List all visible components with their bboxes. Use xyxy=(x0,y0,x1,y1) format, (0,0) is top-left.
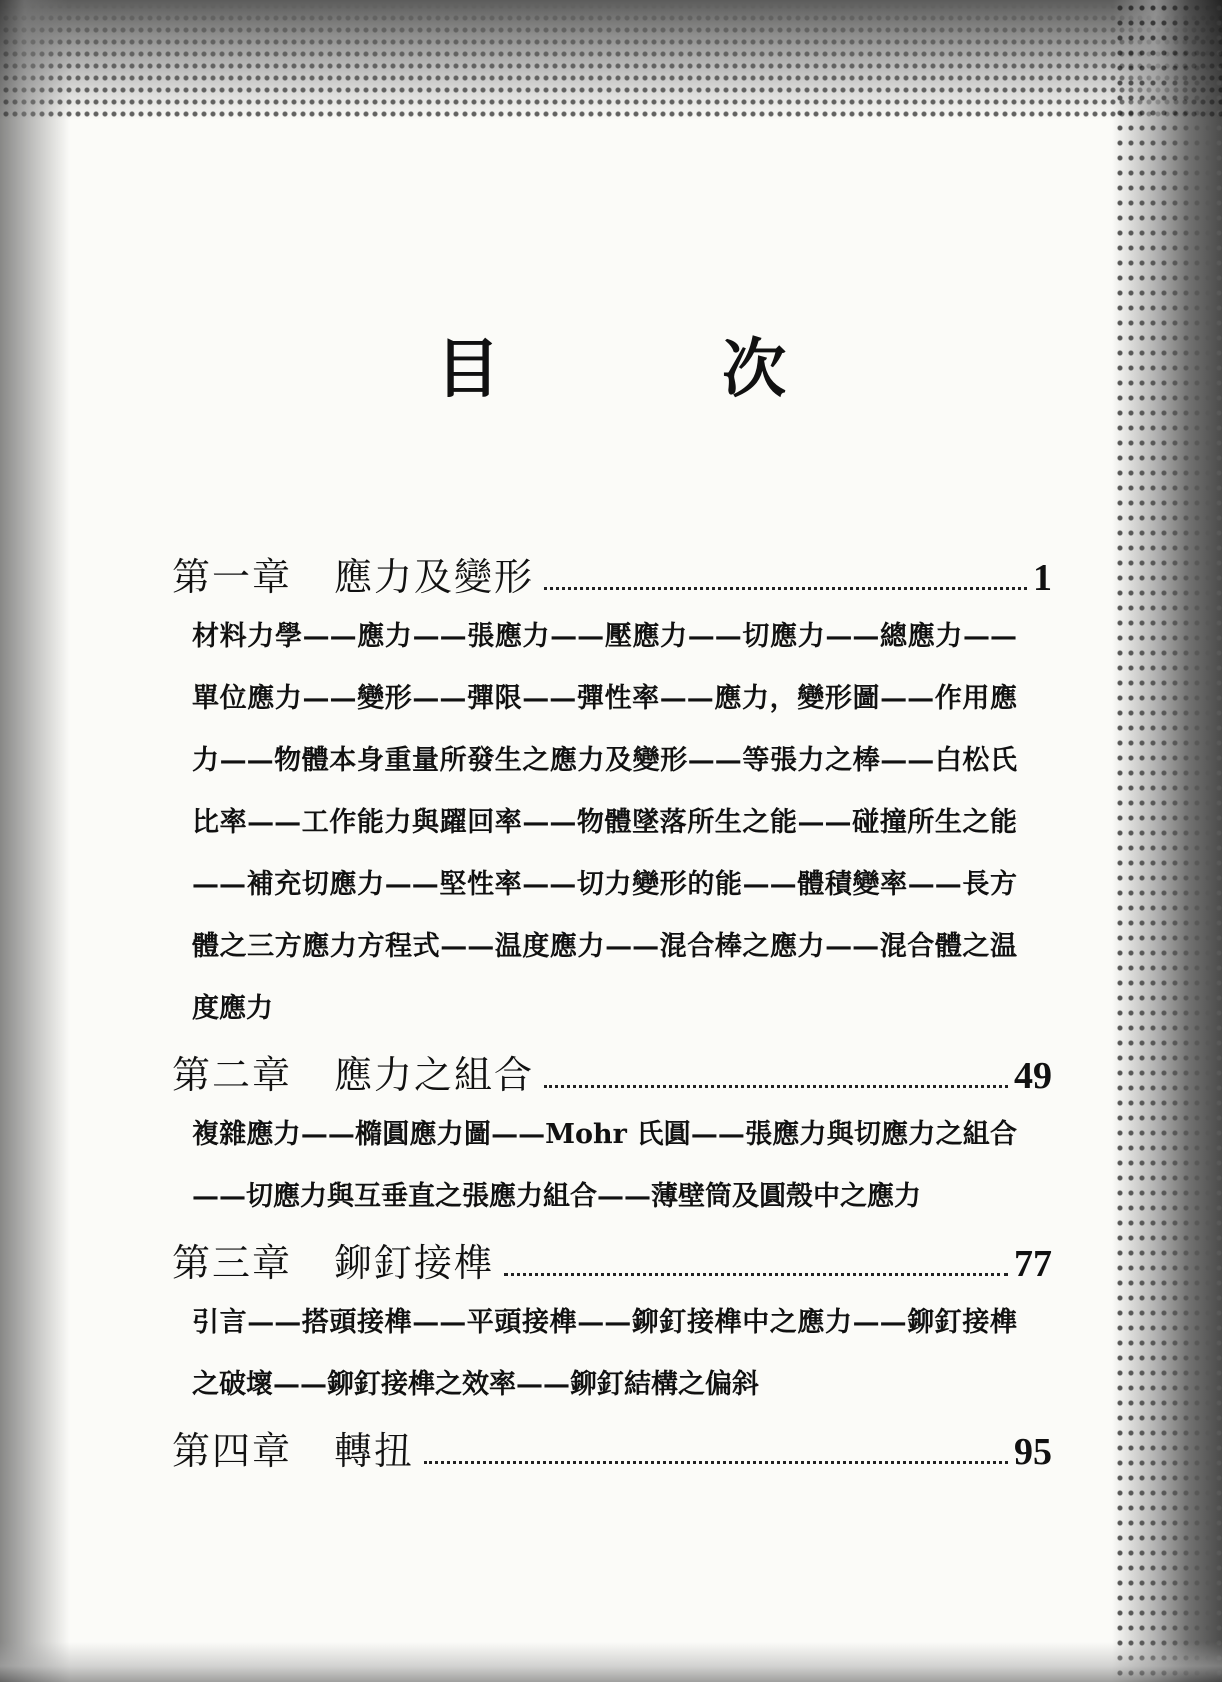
dot-leader xyxy=(544,1085,1008,1088)
scan-shadow-left xyxy=(0,0,70,1682)
chapter-name: 應力之組合 xyxy=(334,1053,535,1097)
chapter-number: 第四章 xyxy=(172,1429,293,1473)
dot-leader xyxy=(424,1461,1008,1464)
chapter-name: 鉚釘接榫 xyxy=(334,1241,495,1285)
chapter-name: 應力及變形 xyxy=(334,555,535,599)
chapter-page-number: 1 xyxy=(1033,557,1052,599)
toc-chapter-4 xyxy=(172,1422,1052,1480)
chapter-number: 第一章 xyxy=(172,555,293,599)
chapter-number: 第二章 xyxy=(172,1053,293,1097)
toc-chapter-1 xyxy=(172,548,1052,606)
chapter-topics: 複雜應力——橢圓應力圖——Mohr 氏圓——張應力與切應力之組合——切應力與互垂直之張應力組合——薄壁筒及圓殼中之應力 xyxy=(192,1119,1017,1212)
scan-shadow-top xyxy=(0,0,1222,120)
scan-shadow-bottom xyxy=(0,1642,1222,1682)
dot-leader xyxy=(544,587,1027,590)
table-of-contents xyxy=(172,548,1052,1480)
chapter-page-number: 49 xyxy=(1014,1055,1052,1097)
chapter-number: 第三章 xyxy=(172,1241,293,1285)
scan-shadow-right xyxy=(1112,0,1222,1682)
chapter-topics: 引言——搭頭接榫——平頭接榫——鉚釘接榫中之應力——鉚釘接榫之破壞——鉚釘接榫之效率——鉚釘結構之偏斜 xyxy=(192,1307,1017,1400)
chapter-page-number: 77 xyxy=(1014,1243,1052,1285)
chapter-topics: 材料力學——應力——張應力——壓應力——切應力——總應力——單位應力——變形——彈限——彈性率——應力，變形圖——作用應力——物體本身重量所發生之應力及變形——等張力之棒——白松氏比率——工作能力與躍回率——物體墜落所生之能——碰撞所生之能——補充切應力——堅性率——切力變形的能——體積變率——長方體之三方應力方程式——温度應力——混合棒之應力——混合體之温度應力 xyxy=(192,621,1017,1024)
chapter-name: 轉扭 xyxy=(334,1429,415,1473)
chapter-page-number: 95 xyxy=(1014,1431,1052,1473)
toc-chapter-2 xyxy=(172,1046,1052,1104)
toc-chapter-3 xyxy=(172,1234,1052,1292)
dot-leader xyxy=(504,1273,1008,1276)
page-title: 目 次 xyxy=(435,332,887,407)
